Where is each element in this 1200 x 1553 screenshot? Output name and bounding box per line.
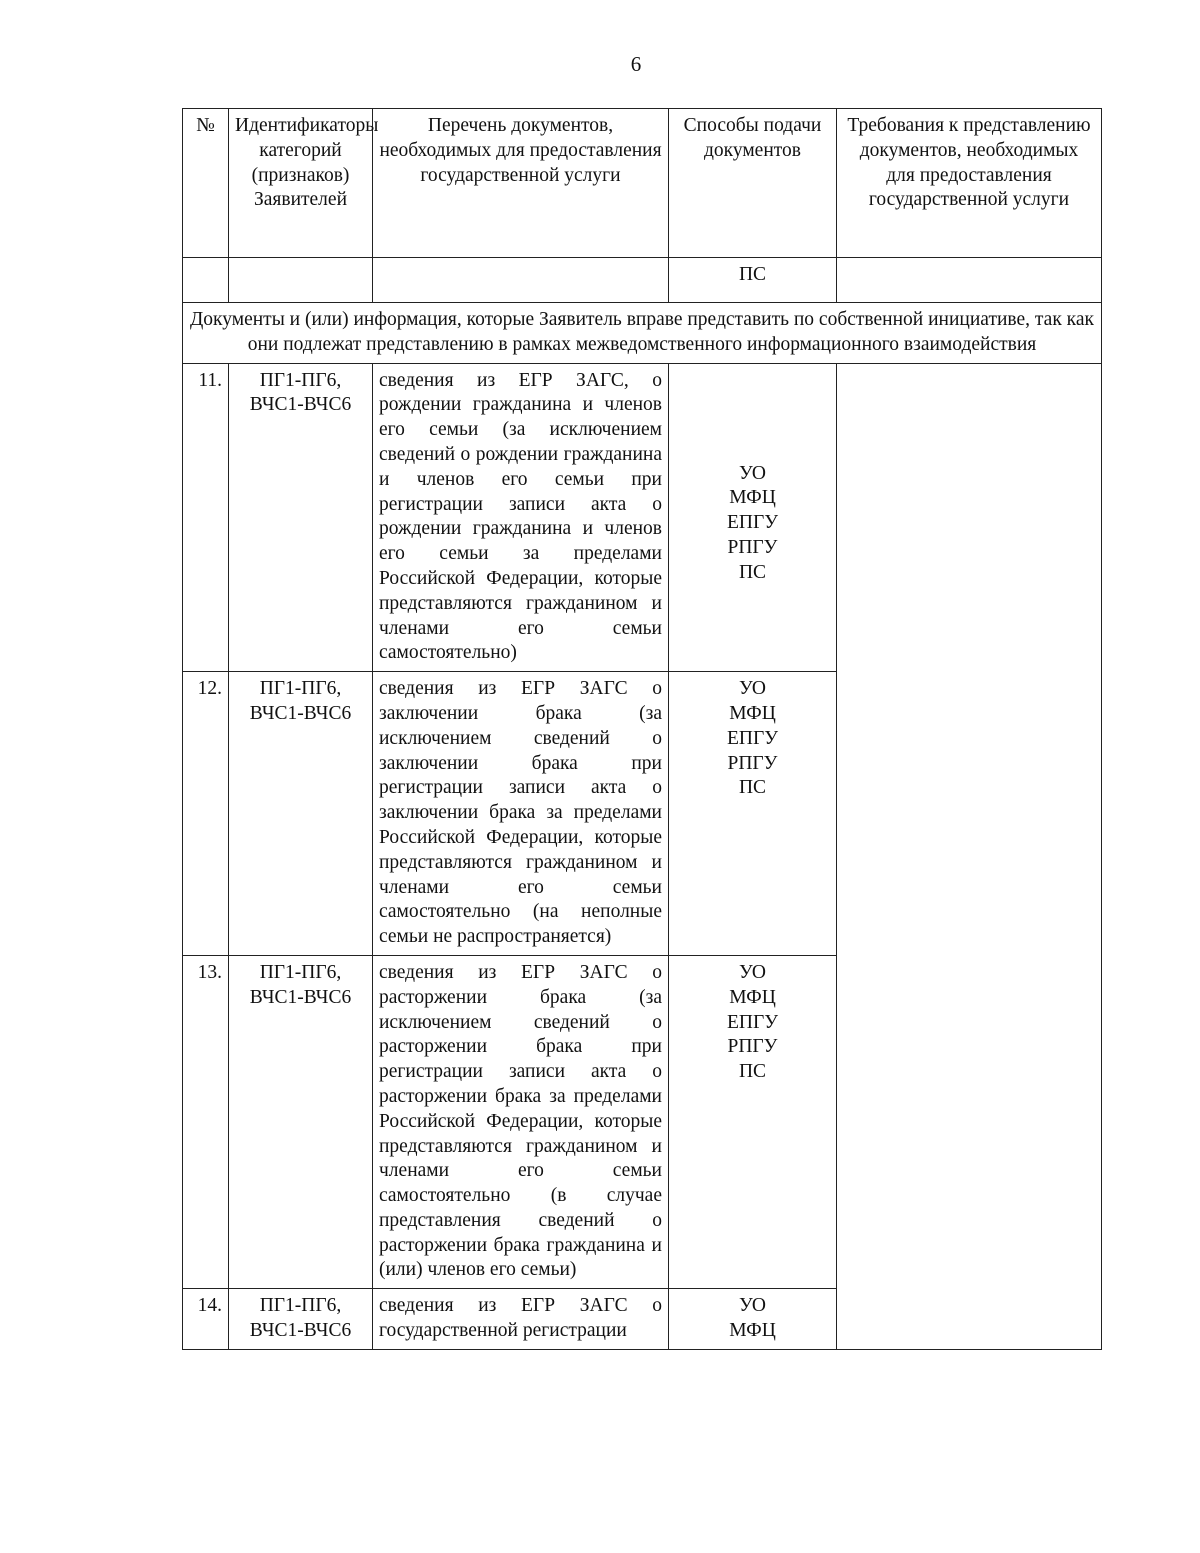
row-submission-ways — [669, 672, 837, 956]
continuation-row — [183, 258, 1102, 303]
row-identifiers: ПГ1-ПГ6, ВЧС1-ВЧС6 — [229, 363, 373, 672]
way-item: ЕПГУ — [726, 1011, 779, 1033]
row-submission-ways — [669, 955, 837, 1288]
section-title-row — [183, 303, 1102, 364]
header-submission-ways: Способы подачи документов — [669, 109, 837, 258]
way-item: УО — [739, 678, 766, 700]
way-item: УО — [739, 961, 766, 983]
way-item: УО — [739, 462, 766, 484]
way-item: МФЦ — [729, 487, 776, 509]
row-documents: сведения из ЕГР ЗАГС о расторжении брака (за исключением сведений о расторжении брака при регистрации записи акта о расторжении брака за пределами Российской Федерации, которые представляются гражданином и членами его семьи самостоятельно (в случае представления сведений о расторжении брака гражданина и (или) членов его семьи) — [373, 955, 669, 1288]
way-item: УО — [739, 1295, 766, 1317]
way-item: МФЦ — [729, 702, 776, 724]
way-item: МФЦ — [729, 1320, 776, 1342]
row-documents: сведения из ЕГР ЗАГС о заключении брака (за исключением сведений о заключении брака при регистрации записи акта о заключении брака за пределами Российской Федерации, которые представляются гражданином и членами его семьи самостоятельно (на неполные семьи не распространяется) — [373, 672, 669, 956]
way-item: РПГУ — [727, 752, 778, 774]
documents-table — [182, 108, 1102, 1350]
row-number: 13. — [183, 955, 229, 1288]
row-number: 12. — [183, 672, 229, 956]
continuation-cell-ids — [229, 258, 373, 303]
header-number: № — [183, 109, 229, 258]
way-item: ПС — [738, 1061, 767, 1083]
row-documents: сведения из ЕГР ЗАГС о государственной регистрации — [373, 1289, 669, 1350]
row-submission-ways — [669, 1289, 837, 1350]
page-number: 6 — [630, 52, 642, 76]
section-title: Документы и (или) информация, которые Заявитель вправе представить по собственной инициативе, так как они подлежат представлению в рамках межведомственного информационного взаимодействия — [183, 303, 1102, 364]
continuation-cell-num — [183, 258, 229, 303]
table-header-row — [183, 109, 1102, 258]
way-item: РПГУ — [727, 536, 778, 558]
row-number: 14. — [183, 1289, 229, 1350]
continuation-cell-docs — [373, 258, 669, 303]
way-item: ЕПГУ — [726, 512, 779, 534]
row-submission-ways — [669, 363, 837, 672]
row-number: 11. — [183, 363, 229, 672]
header-identifiers: Идентификаторы категорий (признаков) Заявителей — [229, 109, 373, 258]
row-identifiers: ПГ1-ПГ6, ВЧС1-ВЧС6 — [229, 672, 373, 956]
header-documents: Перечень документов, необходимых для предоставления государственной услуги — [373, 109, 669, 258]
continuation-cell-req — [837, 258, 1102, 303]
way-item: ПС — [738, 777, 767, 799]
continuation-ways: ПС — [669, 258, 837, 303]
row-identifiers: ПГ1-ПГ6, ВЧС1-ВЧС6 — [229, 955, 373, 1288]
way-item: ПС — [738, 561, 767, 583]
way-item: ЕПГУ — [726, 727, 779, 749]
row-documents: сведения из ЕГР ЗАГС, о рождении гражданина и членов его семьи (за исключением сведений о рождении гражданина и членов его семьи при регистрации записи акта о рождении гражданина и членов его семьи за пределами Российской Федерации, которые представляются гражданином и членами его семьи самостоятельно) — [373, 363, 669, 672]
row-requirements — [837, 363, 1102, 1349]
row-identifiers: ПГ1-ПГ6, ВЧС1-ВЧС6 — [229, 1289, 373, 1350]
header-requirements: Требования к представлению документов, необходимых для предоставления государственной услуги — [837, 109, 1102, 258]
way-item: РПГУ — [727, 1036, 778, 1058]
table-row — [183, 363, 1102, 672]
way-item: МФЦ — [729, 986, 776, 1008]
